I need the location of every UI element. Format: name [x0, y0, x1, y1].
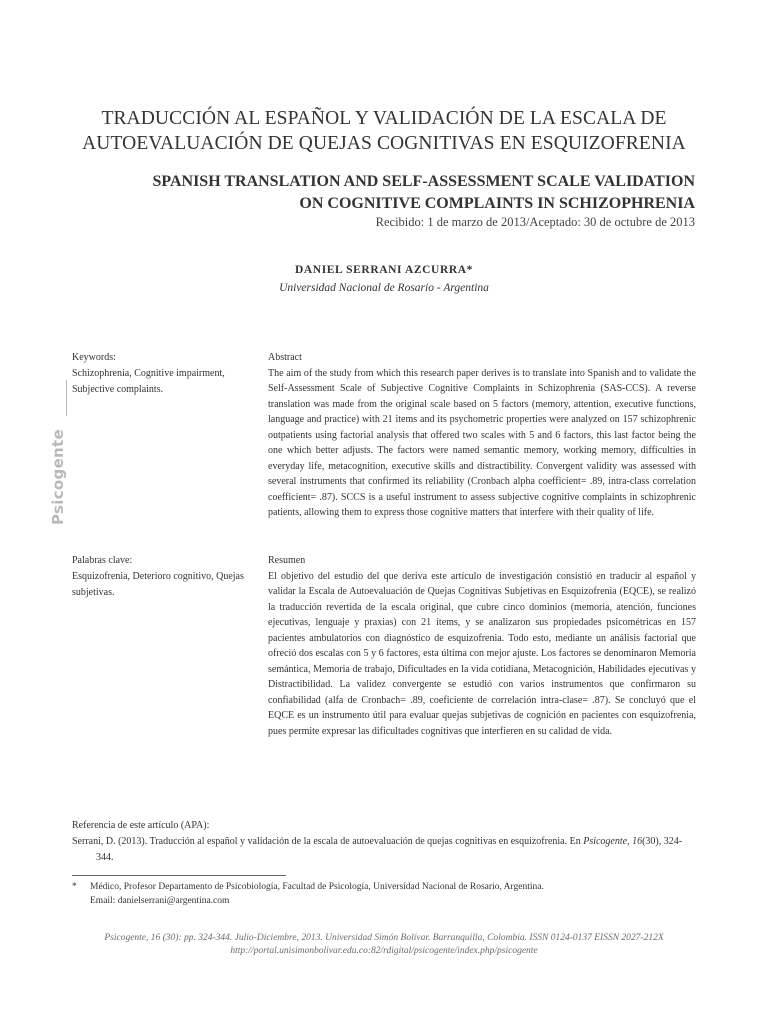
footnote-rule [72, 875, 286, 876]
abstract-block [268, 350, 696, 521]
reference-citation [72, 834, 696, 866]
journal-footer-citation: Psicogente, 16 (30): pp. 324-344. Julio-Diciembre, 2013. Universidad Simón Bolívar. Barranquilla, Colombia. ISSN 0124-0137 EISSN 2027-212X [104, 933, 664, 943]
journal-brand-text: Psicogente [49, 429, 67, 525]
reference-journal-name: Psicogente, [583, 836, 630, 847]
english-title [90, 171, 695, 215]
resumen-label: Resumen [268, 555, 306, 566]
keywords-text: Schizophrenia, Cognitive impairment, Subjective complaints. [72, 368, 225, 395]
received-accepted-dates: Recibido: 1 de marzo de 2013/Aceptado: 30 de octubre de 2013 [375, 215, 695, 229]
resumen-text: El objetivo del estudio del que deriva este artículo de investigación consistió en traducir al español y validar la Escala de Autoevaluación de Quejas Cognitivas Subjetivas en Esquizofrenia (EQCE), se realizó la traducción revertida de la escala original, que cubre cinco dominios (memoria, atención, funciones ejecutivas, lenguaje y praxias) con 21 ítems, y se analizaron sus propiedades psicométricas en 157 pacientes ambulatorios con diagnóstico de esquizofrenia. Todo esto, mediante un análisis factorial que ofreció dos escalas con 5 y 6 factores, esta última con mejor ajuste. Los factores se denominaron Memoria semántica, Memoria de trabajo, Dificultades en la vida cotidiana, Metacognición, Habilidades ejecutivas y Distractibilidad. La validez convergente se estudió con varios instrumentos que confirmaron su confiabilidad (alfa de Cronbach= .89, coeficiente de correlación intra-clase= .87). Se concluyó que el EQCE es un instrumento útil para evaluar quejas subjetivas de cognición en pacientes con esquizofrenia, pues permite expresar las dificultades cognitivas que interfieren en su calidad de vida. [268, 570, 696, 737]
journal-footer [0, 932, 768, 958]
english-title-line-2: ON COGNITIVE COMPLAINTS IN SCHIZOPHRENIA [299, 195, 695, 212]
palabras-clave-label: Palabras clave: [72, 555, 133, 566]
reference-citation-main: Serrani, D. (2013). Traducción al español y validación de la escala de autoevaluación de quejas cognitivas en esquizofrenia. En [72, 836, 584, 847]
english-title-line-1: SPANISH TRANSLATION AND SELF-ASSESSMENT SCALE VALIDATION [152, 173, 695, 190]
spanish-title-line-1: TRADUCCIÓN AL ESPAÑOL Y VALIDACIÓN DE LA ESCALA DE [101, 108, 667, 129]
author-name: DANIEL SERRANI AZCURRA* [294, 264, 474, 276]
footnote-mark: * [72, 882, 77, 892]
reference-label: Referencia de este artículo (APA): [72, 820, 210, 831]
abstract-label: Abstract [268, 352, 302, 363]
apa-reference-block [72, 818, 696, 866]
footnote-line-1: Médico, Profesor Departamento de Psicobiología, Facultad de Psicología, Universidad Nacional de Rosario, Argentina. [90, 882, 544, 892]
author-footnote [72, 880, 696, 908]
spanish-title-line-2: AUTOEVALUACIÓN DE QUEJAS COGNITIVAS EN ESQUIZOFRENIA [82, 133, 686, 154]
palabras-clave-text: Esquizofrenia, Deterioro cognitivo, Quejas subjetivas. [72, 571, 244, 598]
brand-divider [66, 380, 67, 416]
author-affiliation: Universidad Nacional de Rosario - Argentina [279, 282, 489, 294]
reference-issue-pages: (30), 324-344. [96, 836, 683, 863]
journal-brand-vertical [47, 412, 69, 542]
palabras-clave-block [72, 553, 252, 601]
footnote-email: Email: danielserrani@argentina.com [90, 896, 230, 906]
keywords-block [72, 350, 252, 398]
resumen-block [268, 553, 696, 739]
reference-volume: 16 [632, 836, 643, 847]
abstract-text: The aim of the study from which this research paper derives is to translate into Spanish and to validate the Self-Assessment Scale of Subjective Cognitive Complaints in Schizophrenia (SAS-CCS). A reverse translation was made from the original scale based on 5 factors (memory, attention, executive functions, language and practice) with 21 items and its psychometric properties were analyzed on 157 schizophrenic outpatients using factorial analysis that offered two scales with 5 and 6 factors, this last factor being the one which better adjusts. The factors were named semantic memory, working memory, difficulties in everyday life, metacognition, executive skills and distractibility. Convergent validity was assessed with several instruments that confirmed its reliability (Cronbach alpha coefficient= .89, intra-class correlation coefficient= .87). SCCS is a useful instrument to assess subjective cognitive complaints in schizophrenic patients, allowing them to express those cognitive matters that interfere with their quality of life. [268, 367, 696, 518]
keywords-label: Keywords: [72, 352, 116, 363]
journal-footer-url: http://portal.unisimonbolivar.edu.co:82/rdigital/psicogente/index.php/psicogente [230, 946, 538, 956]
spanish-title [60, 106, 708, 156]
